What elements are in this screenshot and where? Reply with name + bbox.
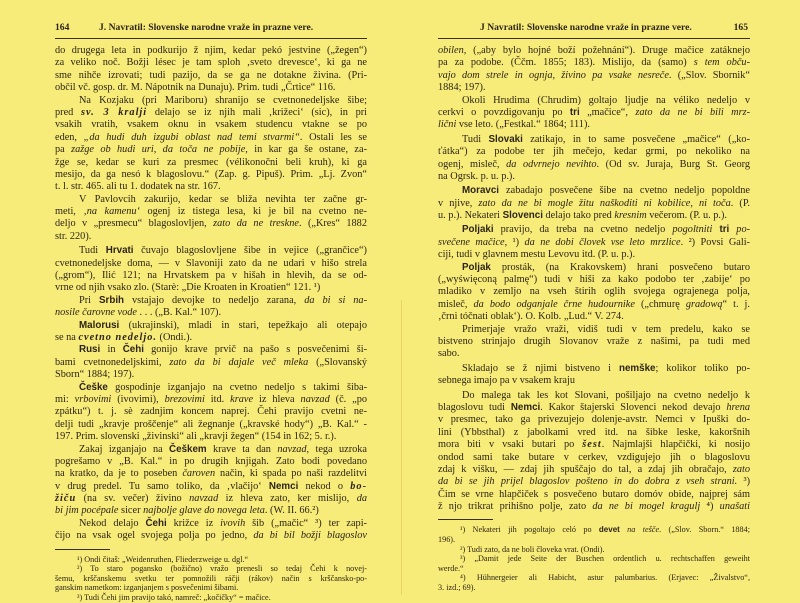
emphasis-text: bo- <box>350 480 367 492</box>
text-run: mi: <box>55 393 75 405</box>
text-run: ‚črni tóčnati oblak‘). O. Kolb. „Lud.“ V. 274. <box>438 311 624 323</box>
text-line <box>438 525 750 535</box>
emphasis-text: vrbovimi <box>74 393 112 405</box>
text-run: . Najmlajši hlapčički, ki nosijo <box>601 439 750 451</box>
text-line <box>438 554 750 564</box>
bold-term: Češkem <box>169 443 207 455</box>
text-run: čijo na vsak ogel svojega polja po jedno, <box>55 530 254 542</box>
emphasis-text: svečene mačice <box>438 236 505 248</box>
text-line <box>55 493 367 505</box>
text-line <box>438 45 750 57</box>
text-run: na Ogrsk. p. u. p.). <box>438 170 515 182</box>
text-line <box>438 82 750 94</box>
text-line <box>55 270 367 282</box>
text-run: . („Kres“ 1882 <box>298 218 367 230</box>
text-run: ⁴) Hühnergeier ali Habicht, astur palumbarius. (Erjavec: „Živalstvo“, <box>460 573 750 583</box>
text-line <box>438 427 750 439</box>
text-run: . ²) Povsi Gali- <box>680 236 750 248</box>
emphasis-text: cvetno nedeljo. <box>78 331 157 343</box>
emphasis-text: najbolje glave do novega leta <box>143 505 265 517</box>
emphasis-text: vajo dom strele in ognja, živino pa vsake nesreče <box>438 69 669 81</box>
text-run: vse leto. („Festkal.“ 1864; 111). <box>456 119 590 131</box>
text-run: („chmurę <box>634 298 686 310</box>
text-run: žge se, kedar se kuri za presmec (vélikonočni beli kruh), ki ga <box>55 156 367 168</box>
text-run: t. l. str. 465. ali tu 1. dodatek na str. 167. <box>55 181 221 193</box>
text-run: ⁴) <box>700 501 720 513</box>
text-line <box>438 375 750 387</box>
text-run: Skladajo se ž njimi bistveno i <box>462 362 619 374</box>
text-run: („aby bylo hojné boží požehnání“). Druge mačice zatáknejo <box>466 45 750 56</box>
bold-term: devet <box>598 525 620 535</box>
text-run: ogenj, misleč, <box>438 158 507 170</box>
text-run: . Ostali les se <box>299 131 367 143</box>
text-run: mesijo, da ga nesó k blagoslovu.“ (Zap. g. Pipuš). Prim. „Lj. Zvon“ <box>55 168 367 180</box>
text-run: vsakih vratih, vsakem oknu in vsakem studencu vtakne se po <box>55 119 367 131</box>
emphasis-text: s tem obču- <box>693 57 750 69</box>
text-run: Okoli Hrudima (Chrudim) goltajo ljudje na véliko nedeljo v <box>462 94 750 106</box>
text-run: nekod o <box>298 480 351 492</box>
emphasis-text: unašati <box>719 501 750 513</box>
text-line <box>55 468 367 480</box>
text-run: eden, <box>55 131 84 143</box>
emphasis-text: da ne dobi človek vse leto mrzlice <box>524 236 681 248</box>
text-run: sme nihče izrovati; tudi pazijo, da se ga ne dotakne živina. (Pri- <box>55 69 367 81</box>
text-run: ogenj iz tistega lesa, ki je bil na cvetno ne- <box>139 206 367 218</box>
emphasis-text: na tešče <box>627 525 660 535</box>
text-line <box>55 218 367 230</box>
text-run: Pri <box>79 294 99 306</box>
text-line <box>55 307 367 319</box>
text-line <box>55 57 367 69</box>
text-run: . („Slov. Sborn.“ 1884; <box>659 525 750 535</box>
text-line <box>55 344 367 356</box>
text-run: lini (Ybbsthal) z jabolkami vred itd. na šibke leske, kakoršnih <box>438 426 750 438</box>
text-line <box>438 249 750 261</box>
text-line <box>438 274 750 286</box>
text-line <box>55 406 367 418</box>
bold-term: Slovenci <box>502 210 543 222</box>
text-line <box>438 336 750 348</box>
text-run: v njive, <box>438 197 479 209</box>
text-run: do drugega leta in podkurijo ž njim, kedar pekó jestvine („žegen“) <box>55 45 367 56</box>
text-run: V Pavlovcih zakurijo, kedar se bliža nevihta ter začne gr- <box>79 193 367 205</box>
emphasis-text: da bi si na- <box>304 294 367 306</box>
text-run: krave ta dan <box>206 443 278 455</box>
text-run: . (W. II. 66.²) <box>264 505 319 517</box>
text-line <box>55 144 367 156</box>
text-line <box>438 489 750 501</box>
text-run: werde.“ <box>438 563 464 573</box>
text-line <box>55 194 367 206</box>
text-run: 197. Prim. slovenski „živinski“ ali „kravji žegen“ (154 in 162; 5. r.). <box>55 431 337 443</box>
footnotes <box>438 525 750 592</box>
text-run: ³) <box>737 476 751 488</box>
text-run: sebnega imajo pa v vsakem kraju <box>438 375 575 387</box>
text-line <box>438 237 750 249</box>
emphasis-text: lični <box>438 119 457 131</box>
text-run: ³) Tudi Čehi jim pravijo takó, namreč: „kočičky“ = mačice. <box>77 593 271 602</box>
emphasis-text: žiču <box>55 493 77 505</box>
text-run: občil vč. gosp. dr. M. Nápotnik na Dunaju). Prim. tudi „Črtice“ 116. <box>55 82 336 94</box>
text-run: ž njo trikrat prihišno polje, zato <box>438 501 593 513</box>
text-run: (Ondi.). <box>156 331 193 343</box>
text-line <box>438 171 750 183</box>
text-line <box>438 210 750 222</box>
text-run: („grom“), Ilić 121; na Hrvatskem pa v hišah in hlevih, da se od- <box>55 270 367 282</box>
text-run: . („Slov. Sbornik“ <box>668 69 750 81</box>
bold-term: Malorusi <box>79 319 120 331</box>
running-head-title: J Navratil: Slovenske narodne vraže in prazne vere. <box>480 22 692 33</box>
text-line <box>55 132 367 144</box>
text-run: šib („mačic“ ³) ter zapi- <box>245 517 367 529</box>
text-run: ganskim nametkom: izganjanjem s posvečenimi šibami. <box>55 583 239 593</box>
emphasis-text: ivovih <box>220 517 246 529</box>
text-line <box>438 464 750 476</box>
text-run: . (P. <box>730 197 750 209</box>
text-run: 1884; 197). <box>438 82 486 94</box>
text-run: Čim se vrne hlapčiček s posvečeno butaro domóv obide, najprej sám <box>438 488 750 500</box>
text-run: ¹) Nekateri jih pogoltajo celó po <box>460 525 599 535</box>
emphasis-text: da odvrnejo nevihto <box>506 158 597 170</box>
text-line <box>438 439 750 451</box>
text-run: („wyświęconą palmę“) tudi v hiši za kako podobo ter ‚zabije‘ po <box>438 274 750 286</box>
bold-term: Čehi <box>145 517 167 529</box>
text-line <box>55 320 367 332</box>
text-run: zdaj k višku, — zdaj jih spuščajo do tal, a zdaj jih obračajo, <box>438 463 733 475</box>
emphasis-text: zato da ne treskne <box>213 218 299 230</box>
text-run: . . . („B. Kal.“ 107). <box>136 307 222 319</box>
text-run: . Kakor štajerski Slovenci nekod devajo <box>540 401 727 413</box>
text-run: Do malega tak les kot Slovani, pošiljajo na cvetno nedeljo k <box>462 389 750 401</box>
text-run: ciji, tudi v glavnem mestu Levovu itd. (P. u. p.). <box>438 249 636 261</box>
text-line <box>55 157 367 169</box>
text-run: “ t. j. <box>722 298 750 310</box>
text-run: iz hleva <box>253 393 301 405</box>
text-run: križce iz <box>166 517 221 529</box>
text-line <box>438 501 750 513</box>
text-run: pogrešamo v „B. Kal.“ in po drugih knjigah. Zato bodi povedano <box>55 455 367 467</box>
emphasis-text: ‚na kamenu‘ <box>83 206 140 218</box>
text-run: ³) „Damit jede Seite der Buschen ordentlich u. rechtschaffen geweiht <box>460 554 750 564</box>
text-line <box>55 505 367 517</box>
page-number: 164 <box>55 22 70 33</box>
text-line <box>55 574 367 584</box>
emphasis-text: obilen, <box>438 45 467 56</box>
text-line <box>438 70 750 82</box>
text-run: ¹) Ondi čitaš: „Weidenruthen, Fliederzweige u. dgl.“ <box>77 554 249 564</box>
text-line <box>55 369 367 381</box>
text-line <box>55 206 367 218</box>
text-run: ²) To staro pogansko (božično) vražo prenesli so tedaj Čehi k novej- <box>77 564 367 574</box>
text-run: 3. izd.; 69). <box>438 583 476 593</box>
bold-term: Hrvati <box>105 245 134 257</box>
text-line <box>438 262 750 274</box>
text-run: itd. <box>204 393 231 405</box>
emphasis-text: brezovimi <box>164 393 205 405</box>
text-run: Nekod delajo <box>79 517 146 529</box>
text-run: večerom. (P. u. p.). <box>646 210 727 222</box>
bold-term: nemške <box>618 362 656 374</box>
text-run: , in kar ga še ostane, za- <box>245 144 368 156</box>
text-column <box>438 45 751 593</box>
text-run: in <box>100 344 123 356</box>
text-run: šemu, krščanskemu svetku ter pomnožili ráčji (rákov) način s krščansko-po- <box>55 573 367 583</box>
text-line <box>438 363 750 375</box>
bold-term: Slovaki <box>488 133 523 145</box>
text-run: meti, <box>55 206 84 218</box>
text-line <box>55 357 367 369</box>
bold-term: Nemci <box>510 401 541 413</box>
emphasis-text: da ne bi mogel kragulj <box>592 501 701 513</box>
running-header-left <box>55 22 367 39</box>
emphasis-text: zato da ne bi mogle žitu naškoditi ni kobilice, ni toča <box>478 197 731 209</box>
text-run: , ¹) <box>504 236 525 248</box>
running-header-right <box>438 22 750 39</box>
text-run: Tudi <box>462 133 489 145</box>
text-run: bami cvetnonedeljskimi, <box>55 356 170 368</box>
footnotes <box>55 555 367 603</box>
emphasis-text: čaroven <box>182 468 216 480</box>
text-run: blagoslovu tudi <box>438 401 511 413</box>
emphasis-text: da bi bil božji blagoslov <box>253 530 367 542</box>
text-run: u. p.). Nekateri <box>438 210 503 222</box>
text-run: pravijo, da treba na cvetno nedeljo <box>493 224 673 236</box>
text-line <box>55 332 367 344</box>
text-run: (ivovimi), <box>111 393 165 405</box>
emphasis-text: zažge ob hudi uri, da toča ne pobije <box>71 144 246 156</box>
text-run: na kratko, da je to poseben <box>55 468 183 480</box>
text-line <box>55 70 367 82</box>
text-line <box>438 224 750 236</box>
text-run: („Slovanský <box>308 356 367 368</box>
text-line <box>438 107 750 119</box>
text-run: 196). <box>438 535 456 545</box>
text-line <box>55 95 367 107</box>
text-line <box>438 452 750 464</box>
text-line <box>438 564 750 574</box>
text-line <box>438 146 750 158</box>
text-run: mladiko v zemljo na vseh štirih oglih svojega ograjenega polja, <box>438 286 750 298</box>
text-line <box>438 134 750 146</box>
text-line <box>438 573 750 583</box>
text-line <box>55 444 367 456</box>
text-run: se na <box>55 331 79 343</box>
text-run: Na Kozjaku (pri Mariboru) shranijo se cvetnonedeljske šibe; <box>79 94 367 106</box>
text-run: sicer <box>118 505 144 517</box>
text-run: zpátku“) t. j. sè zadnjim koncem naprej. Čehi pravijo cvetni ne- <box>55 406 367 418</box>
emphasis-text: da <box>356 493 367 505</box>
emphasis-text: zato da bi dajale več mleka <box>169 356 309 368</box>
emphasis-text: kresnim <box>614 210 647 222</box>
bold-term: Rusi <box>79 344 101 356</box>
text-line <box>55 456 367 468</box>
text-run: zabadajo posvečene šibe na cvetno nedeljo popoldne <box>499 185 750 197</box>
emphasis-text: „da hudi duh izgubi oblast nad temi stvarmi“ <box>83 131 300 143</box>
text-run: , tega uzroka <box>306 443 367 455</box>
emphasis-text: zato <box>732 463 750 475</box>
text-line <box>438 286 750 298</box>
emphasis-text: navzad <box>300 393 330 405</box>
text-run: ; kolikor toliko po- <box>655 362 750 374</box>
emphasis-text: bi jim pocépale <box>55 505 119 517</box>
text-line <box>438 185 750 197</box>
text-line <box>55 258 367 270</box>
text-line <box>55 481 367 493</box>
text-run: bistveno strinjajo drugih Slovanov vraže z našimi, pa tudi med <box>438 335 750 347</box>
text-run: misleč, <box>438 298 474 310</box>
bold-term: Češke <box>79 381 108 393</box>
right-page <box>400 0 800 600</box>
text-line <box>438 583 750 593</box>
text-line <box>55 382 367 394</box>
text-line <box>438 414 750 426</box>
text-line <box>438 159 750 171</box>
text-line <box>55 169 367 181</box>
text-run: str. 220). <box>55 230 92 242</box>
text-run: cerkvi o povzdigovanju po <box>438 106 570 118</box>
text-line <box>55 564 367 574</box>
text-column <box>55 45 368 602</box>
text-run: iz hleva zato, ker mislijo, <box>218 493 357 505</box>
text-line <box>55 583 367 593</box>
text-line <box>55 181 367 193</box>
text-line <box>55 107 367 119</box>
text-run: pa za podobe. (Ččm. 1855; 183). Mislijo, da (samo) <box>438 57 694 69</box>
text-run: sabo. <box>438 348 460 360</box>
text-run: delajo se iz njih mali ‚križeci‘ (sic), in pri <box>147 106 368 118</box>
text-line <box>55 419 367 431</box>
text-line <box>438 324 750 336</box>
text-run: deljo v „presmecu“ blagoslovljen, <box>55 218 214 230</box>
text-line <box>438 311 750 323</box>
text-line <box>55 231 367 243</box>
text-line <box>438 95 750 107</box>
emphasis-text: da bodo odganjale črne hudournike <box>473 298 635 310</box>
text-line <box>438 119 750 131</box>
text-run: delji tudi „kravje proščenje“ ali žegnanje („kravské hody“) „B. Kal.“ - <box>55 418 367 430</box>
text-run: gospodinje izganjajo na cvetno nedeljo s takimi šiba- <box>107 381 367 393</box>
text-line <box>55 593 367 603</box>
text-run: pred <box>55 106 81 118</box>
left-page <box>0 0 400 600</box>
text-line <box>55 82 367 94</box>
bold-term: Nemci <box>268 480 299 492</box>
text-run: ²) Tudi zato, da ne boli človeka vrat. (Ondi). <box>460 544 605 554</box>
text-line <box>438 535 750 545</box>
body-text <box>438 45 750 513</box>
emphasis-text: gradową <box>685 298 723 310</box>
text-line <box>55 518 367 530</box>
text-run: delajo tako pred <box>542 210 615 222</box>
emphasis-text: pogoltniti <box>672 224 713 236</box>
text-run: (na sv. večer) živino <box>76 493 190 505</box>
text-line <box>438 402 750 414</box>
text-line <box>55 530 367 542</box>
text-run: pa <box>55 144 72 156</box>
emphasis-text: sv. 3 kralji <box>80 106 148 118</box>
text-line <box>438 198 750 210</box>
bold-term: Čehi <box>122 344 144 356</box>
text-line <box>55 282 367 294</box>
footnote-rule <box>438 519 493 520</box>
emphasis-text: navzad <box>277 443 307 455</box>
text-run: prosták, (na Krakovskem) hrani posvečeno butaro <box>490 261 750 273</box>
body-text <box>55 45 367 543</box>
text-run: ondod sami take butare v cerkev, vzdigujejo jih o blagoslovu <box>438 451 750 463</box>
text-line <box>55 295 367 307</box>
text-run: vrne od njih vsako zlo. (Starè: „Die Kroaten in Kroatien“ 121. ¹) <box>55 282 321 294</box>
emphasis-text: navzad <box>189 493 219 505</box>
text-run: vstajajo devojke to nedeljo zarana, <box>124 294 305 306</box>
text-line <box>438 545 750 555</box>
text-line <box>438 348 750 360</box>
emphasis-text: krave <box>230 393 254 405</box>
emphasis-text: hrena <box>726 401 750 413</box>
emphasis-text: šest <box>582 439 602 451</box>
bold-term: Srbih <box>98 294 125 306</box>
text-run: cvetnonedeljske doma, — v Slavoniji zato da ne udari v hišo strela <box>55 257 367 269</box>
text-run: v drug predel. Tu samo toliko, da ‚vlačijo‘ <box>55 480 269 492</box>
text-line <box>438 390 750 402</box>
text-line <box>55 394 367 406</box>
text-run: za veliko noč. Božji lésec je tam sploh ‚sveto drevesce‘, ki ga ne <box>55 57 367 69</box>
text-line <box>55 245 367 257</box>
bold-term: Poljaki <box>462 224 494 236</box>
emphasis-text: nosile čarovne vode <box>55 307 137 319</box>
emphasis-text: po- <box>736 224 751 236</box>
text-run: Primerjaje vražo vraži, vidiš tudi v tem predelu, kako se <box>462 323 750 335</box>
text-line <box>55 119 367 131</box>
text-run: Sborn“ 1884; 197). <box>55 369 135 381</box>
text-run: zatikajo, in to same posvečene „mačice“ („ko- <box>522 133 750 145</box>
text-run: (č. „po <box>329 393 368 405</box>
text-line <box>438 299 750 311</box>
bold-term: tri <box>719 224 730 236</box>
text-run: ťátka“) za podobe ter jih mečejo, kedar grmi, po nekoliko na <box>438 146 750 158</box>
text-line <box>438 57 750 69</box>
text-line <box>55 431 367 443</box>
text-line <box>438 476 750 488</box>
text-run: . (Od sv. Juraja, Burg St. Georg <box>596 158 750 170</box>
text-run: mora biti v vsaki butari po <box>438 439 583 451</box>
emphasis-text: zato da ne bi bili mrz- <box>635 106 751 118</box>
text-run: Tudi <box>79 245 106 257</box>
running-head-title: J. Navratil: Slovenske narodne vraže in prazne vere. <box>99 22 314 33</box>
footnote-rule <box>55 549 110 550</box>
text-run: gonijo krave prvič na pašo s posvečenimi ši- <box>143 344 367 356</box>
text-run: „mačice“, <box>579 106 636 118</box>
text-run: (ukrajinski), mladi in stari, tepežkajo ali otepajo <box>119 319 367 331</box>
text-run: čuvajo blagoslovljene šibe in vejice („grančice“) <box>133 245 367 257</box>
text-line <box>55 555 367 565</box>
bold-term: tri <box>569 106 580 118</box>
text-run: v presmec, tako ga privezujejo dolenje-avstr. Nemci v Ipuški do- <box>438 414 750 426</box>
bold-term: Moravci <box>462 185 500 197</box>
emphasis-text: da bi se jih prijel blagoslov pošteno in do dobra z vseh strani. <box>438 476 738 488</box>
text-run: Zakaj izganjajo na <box>79 443 170 455</box>
text-line <box>55 45 367 57</box>
bold-term: Poljak <box>462 261 491 273</box>
page-number: 165 <box>733 22 748 33</box>
text-run: način, ki spada po naši razdelitvi <box>215 468 367 480</box>
